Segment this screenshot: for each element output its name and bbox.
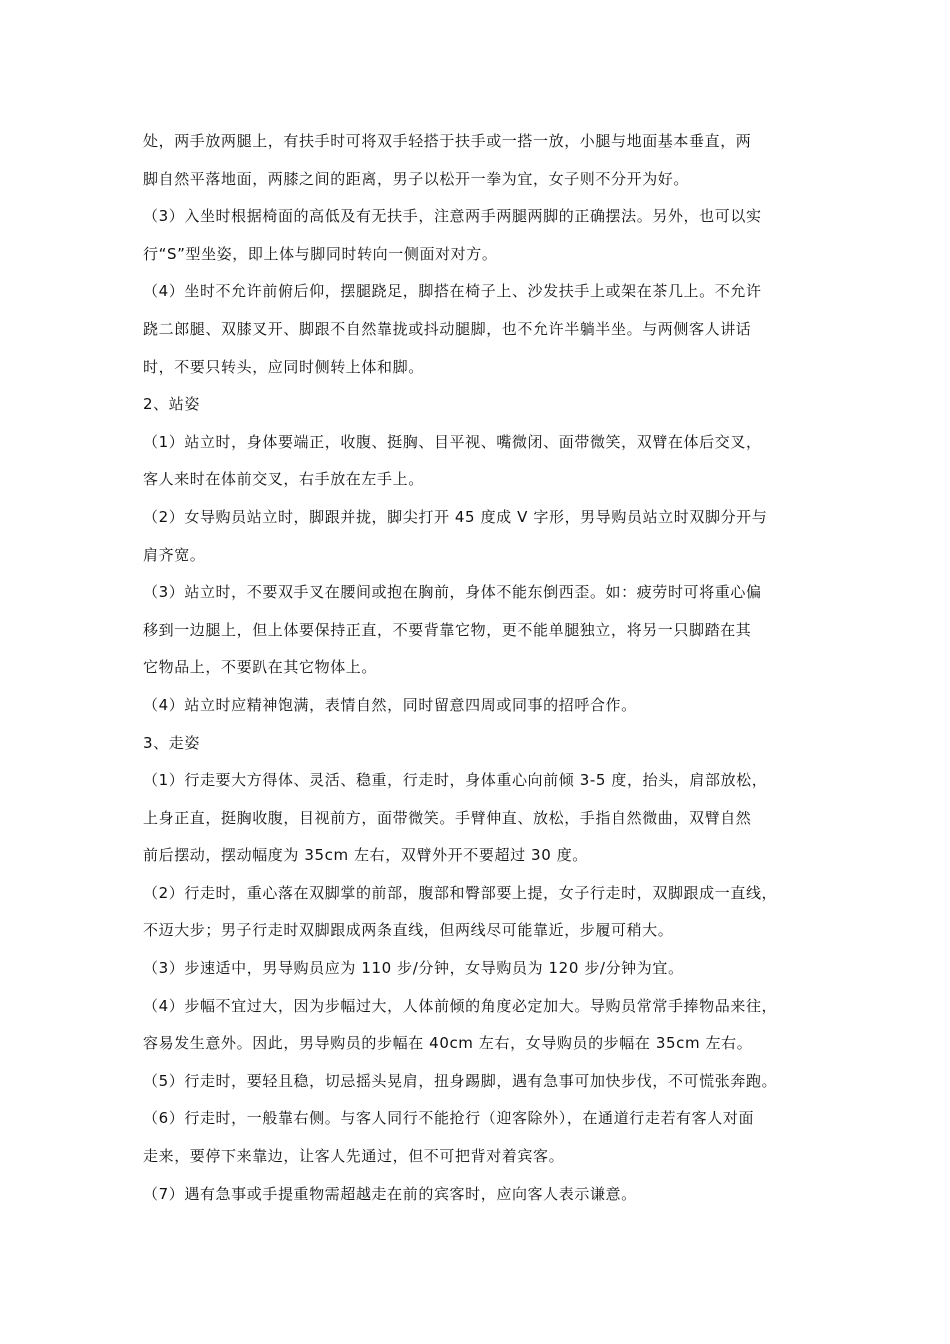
text-line: 走来，要停下来靠边，让客人先通过，但不可把背对着宾客。 bbox=[143, 1147, 565, 1166]
text-line: （2）女导购员站立时，脚跟并拢，脚尖打开 45 度成 V 字形，男导购员站立时双脚分开与 bbox=[143, 507, 768, 526]
text-line: （1）行走要大方得体、灵活、稳重，行走时，身体重心向前倾 3-5 度，抬头，肩部放松， bbox=[143, 771, 768, 790]
text-line: （2）行走时，重心落在双脚掌的前部，腹部和臀部要上提，女子行走时，双脚跟成一直线， bbox=[143, 883, 778, 902]
text-line: （4）步幅不宜过大，因为步幅过大，人体前倾的角度必定加大。导购员常常手捧物品来往， bbox=[143, 996, 778, 1015]
text-line: （3）步速适中，男导购员应为 110 步/分钟，女导购员为 120 步/分钟为宜。 bbox=[143, 959, 684, 978]
text-line: （7）遇有急事或手提重物需超越走在前的宾客时，应向客人表示谦意。 bbox=[143, 1184, 637, 1203]
text-line: 行“S”型坐姿，即上体与脚同时转向一侧面对对方。 bbox=[143, 244, 498, 263]
text-line: 移到一边腿上，但上体要保持正直，不要背靠它物，更不能单腿独立，将另一只脚踏在其 bbox=[143, 620, 752, 639]
text-line: （3）站立时，不要双手叉在腰间或抱在胸前，身体不能东倒西歪。如：疲劳时可将重心偏 bbox=[143, 583, 762, 602]
section-heading: 3、走姿 bbox=[143, 733, 200, 752]
text-line: 容易发生意外。因此，男导购员的步幅在 40cm 左右，女导购员的步幅在 35cm 左右。 bbox=[143, 1034, 753, 1053]
text-line: 客人来时在体前交叉，右手放在左手上。 bbox=[143, 470, 424, 489]
text-line: 时，不要只转头，应同时侧转上体和脚。 bbox=[143, 357, 424, 376]
text-line: 处，两手放两腿上，有扶手时可将双手轻搭于扶手或一搭一放，小腿与地面基本垂直，两 bbox=[143, 132, 752, 150]
text-line: （3）入坐时根据椅面的高低及有无扶手，注意两手两腿两脚的正确摆法。另外，也可以实 bbox=[143, 207, 762, 226]
text-line: 肩齐宽。 bbox=[143, 545, 206, 564]
text-line: 它物品上，不要趴在其它物体上。 bbox=[143, 658, 378, 677]
text-line: （4）坐时不允许前俯后仰，摆腿跷足，脚搭在椅子上、沙发扶手上或架在茶几上。不允许 bbox=[143, 282, 762, 301]
text-line: 跷二郎腿、双膝叉开、脚跟不自然靠拢或抖动腿脚，也不允许半躺半坐。与两侧客人讲话 bbox=[143, 319, 752, 338]
text-line: 前后摆动，摆动幅度为 35cm 左右，双臂外开不要超过 30 度。 bbox=[143, 846, 588, 865]
section-heading: 2、站姿 bbox=[143, 395, 200, 414]
text-line: （1）站立时，身体要端正，收腹、挺胸、目平视、嘴微闭、面带微笑，双臂在体后交叉， bbox=[143, 432, 762, 451]
text-line: 上身正直，挺胸收腹，目视前方，面带微笑。手臂伸直、放松，手指自然微曲，双臂自然 bbox=[143, 808, 752, 827]
text-line: （6）行走时，一般靠右侧。与客人同行不能抢行（迎客除外），在通道行走若有客人对面 bbox=[143, 1109, 755, 1128]
document-body bbox=[143, 123, 823, 1213]
text-line: 不迈大步；男子行走时双脚跟成两条直线，但两线尽可能靠近，步履可稍大。 bbox=[143, 921, 674, 940]
text-line: 脚自然平落地面，两膝之间的距离，男子以松开一拳为宜，女子则不分开为好。 bbox=[143, 169, 690, 188]
text-line: （4）站立时应精神饱满，表情自然，同时留意四周或同事的招呼合作。 bbox=[143, 695, 637, 714]
text-line: （5）行走时，要轻且稳，切忌摇头晃肩，扭身踢脚，遇有急事可加快步伐，不可慌张奔跑。 bbox=[143, 1071, 778, 1090]
